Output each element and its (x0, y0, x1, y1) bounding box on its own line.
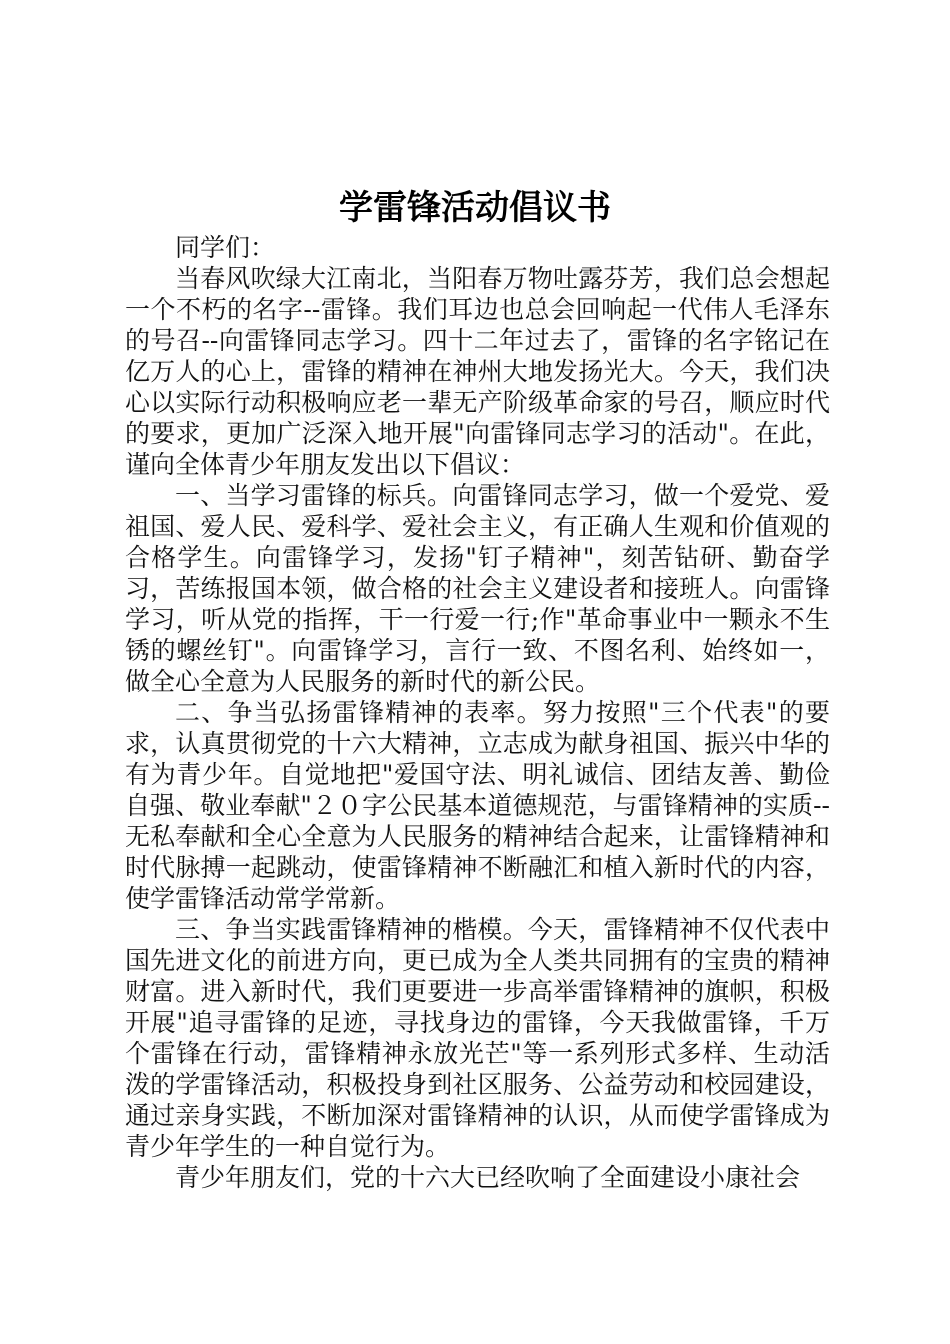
document-body (125, 232, 830, 1193)
salutation: 同学们： (175, 233, 276, 262)
proposal-one-paragraph: 一、当学习雷锋的标兵。向雷锋同志学习，做一个爱党、爱祖国、爱人民、爱科学、爱社会主义，有正确人生观和价值观的合格学生。向雷锋学习，发扬"钉子精神"，刻苦钻研、勤奋学习，苦练报国本领，做合格的社会主义建设者和接班人。向雷锋学习，听从党的指挥，干一行爱一行;作"革命事业中一颗永不生锈的螺丝钉"。向雷锋学习，言行一致、不图名利、始终如一，做全心全意为人民服务的新时代的新公民。 (125, 481, 830, 696)
proposal-two-paragraph: 二、争当弘扬雷锋精神的表率。努力按照"三个代表"的要求，认真贯彻党的十六大精神，立志成为献身祖国、振兴中华的有为青少年。自觉地把"爱国守法、明礼诚信、团结友善、勤俭自强、敬业奉献"２０字公民基本道德规范，与雷锋精神的实质--无私奉献和全心全意为人民服务的精神结合起来，让雷锋精神和时代脉搏一起跳动，使雷锋精神不断融汇和植入新时代的内容，使学雷锋活动常学常新。 (125, 698, 830, 913)
intro-paragraph: 当春风吹绿大江南北，当阳春万物吐露芬芳，我们总会想起一个不朽的名字--雷锋。我们耳边也总会回响起一代伟人毛泽东的号召--向雷锋同志学习。四十二年过去了，雷锋的名字铭记在亿万人的心上，雷锋的精神在神州大地发扬光大。今天，我们决心以实际行动积极响应老一辈无产阶级革命家的号召，顺应时代的要求，更加广泛深入地开展"向雷锋同志学习的活动"。在此，谨向全体青少年朋友发出以下倡议： (125, 264, 830, 479)
proposal-three-paragraph: 三、争当实践雷锋精神的楷模。今天，雷锋精神不仅代表中国先进文化的前进方向，更已成为全人类共同拥有的宝贵的精神财富。进入新时代，我们更要进一步高举雷锋精神的旗帜，积极开展"追寻雷锋的足迹，寻找身边的雷锋，今天我做雷锋，千万个雷锋在行动，雷锋精神永放光芒"等一系列形式多样、生动活泼的学雷锋活动，积极投身到社区服务、公益劳动和校园建设，通过亲身实践，不断加深对雷锋精神的认识，从而使学雷锋成为青少年学生的一种自觉行为。 (125, 915, 830, 1161)
document-title: 学雷锋活动倡议书 (339, 188, 611, 228)
closing-paragraph: 青少年朋友们，党的十六大已经吹响了全面建设小康社会 (175, 1163, 801, 1192)
